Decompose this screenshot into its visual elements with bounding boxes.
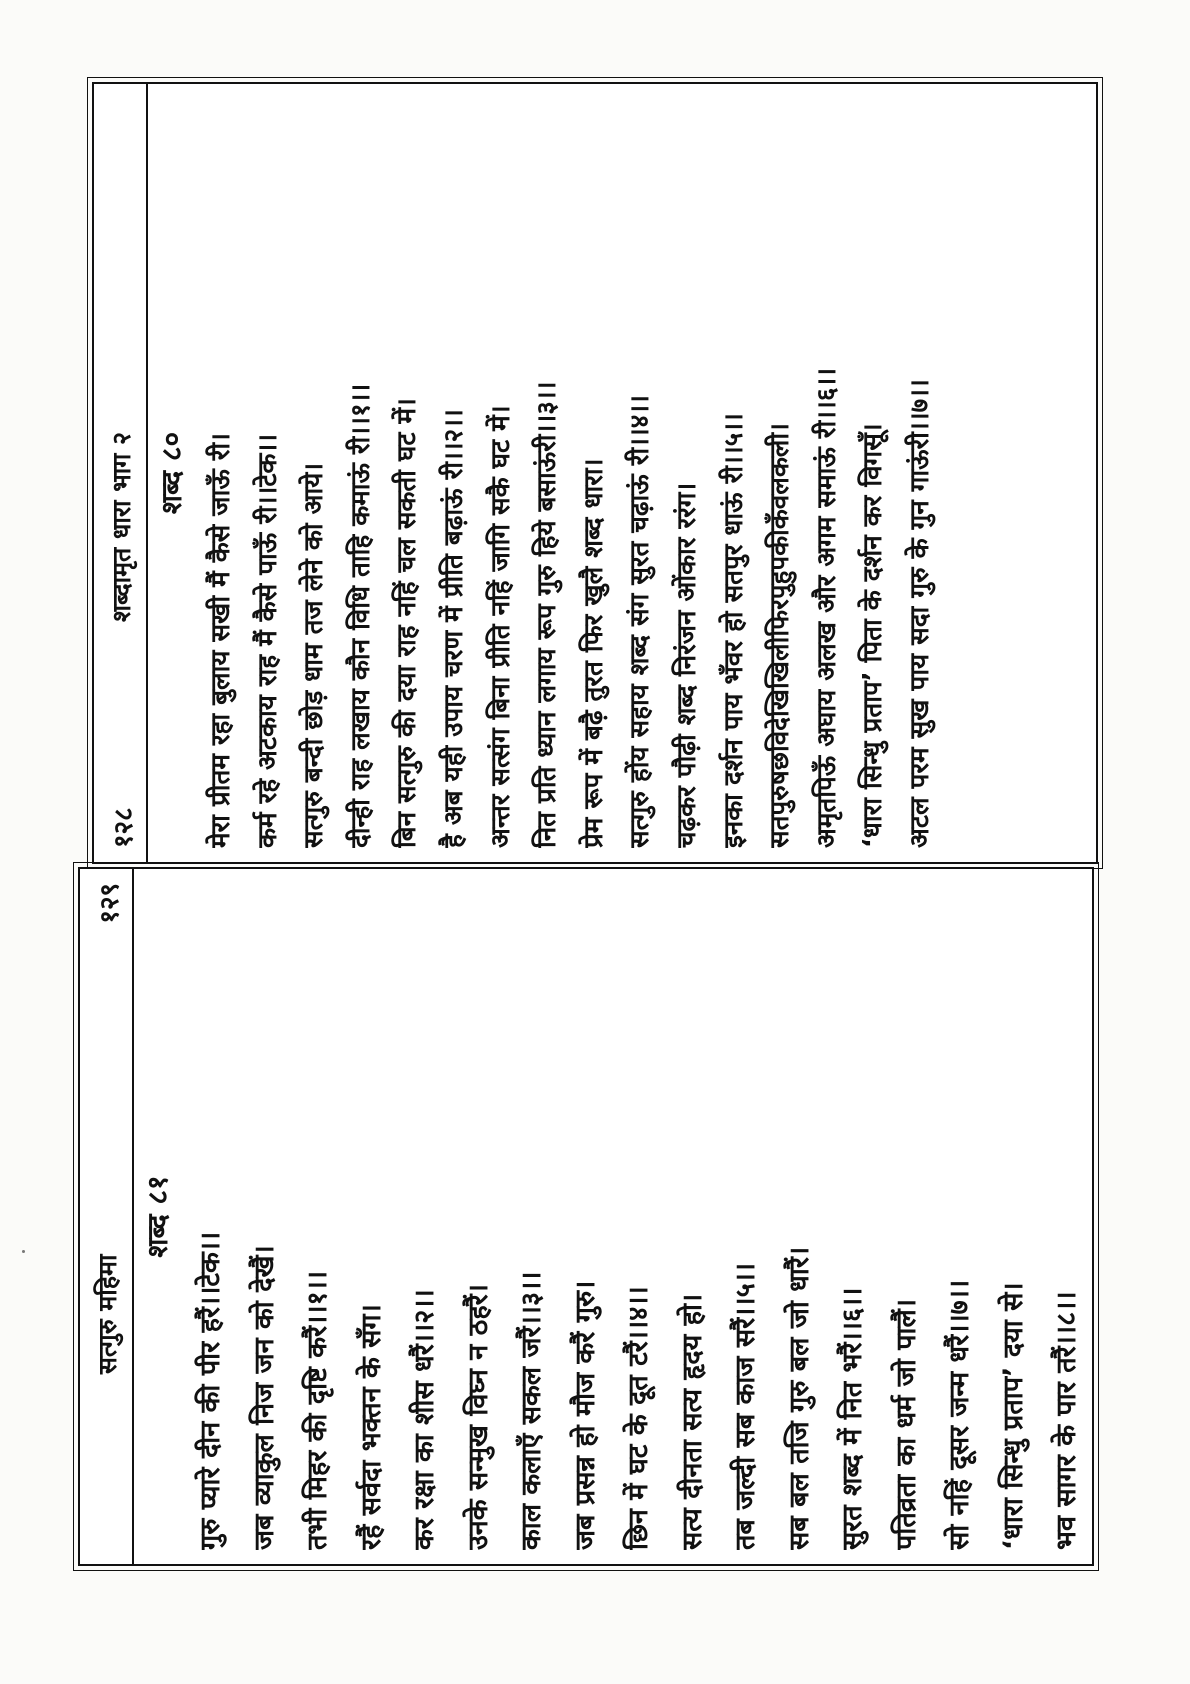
shabd-heading: शब्द ८०	[155, 431, 188, 515]
verse-line: इनका दर्शन पाय भँवर हो सतपुर धाऊं री।।५।।	[718, 413, 749, 848]
verse-line: तब जल्दी सब काज सरैं।।५।।	[730, 1262, 761, 1550]
shabd-heading: शब्द ८१	[141, 1175, 174, 1258]
verse-line: पतिव्रता का धर्म जो पालैं।	[890, 1298, 922, 1550]
verse-line: अटल परम सुख पाय सदा गुरु के गुन गाऊंरी।।७।।	[904, 379, 935, 848]
verse-line: सुरत शब्द में नित भरैं।।६।।	[837, 1287, 868, 1550]
verse-line: नित प्रति ध्यान लगाय रूप गुरु हिये बसाऊंरी।।३।।	[532, 381, 563, 848]
verse-line: दीन्ही राह लखाय कौन विधि ताहि कमाऊं री।।१।।	[345, 383, 376, 848]
page-number: १२८	[109, 807, 139, 848]
verse-line: अमृतपिऊँ अघाय अलख और अगम समाऊं री।।६।।	[811, 367, 842, 848]
page-number: १२९	[95, 883, 125, 924]
running-title: शब्दामृत धारा भाग २	[107, 431, 136, 622]
verse-line: सतपुरुषछविदेखिखिलीफिरपुहुपकीकँवलकली।	[765, 422, 796, 848]
left-page	[92, 82, 1098, 864]
verse-line: प्रेम रूप में बढ़ै तुरत फिर खुलै शब्द धारा।	[578, 458, 609, 848]
verse-line: सब बल तजि गुरु बल जो धारैं।	[783, 1246, 815, 1550]
verse-line: उनके सन्मुख विघ्न न ठहरैं।	[462, 1284, 494, 1550]
verse-list	[198, 96, 944, 848]
verse-line: सत्य दीनता सत्य हृदय हो।	[676, 1293, 708, 1550]
verse-line: सत्गुरु होंय सहाय शब्द संग सुरत चढ़ाऊं री।।४।।	[625, 395, 656, 848]
right-page	[78, 867, 1094, 1566]
verse-line: जब व्याकुल निज जन को देखैं।	[248, 1245, 280, 1550]
verse-line: ‘धारा सिन्धु प्रताप’ दया से।	[997, 1282, 1029, 1550]
verse-line: कर रक्षा का शीस धरैं।।२।।	[409, 1289, 440, 1550]
verse-line: रहैं सर्वदा भक्तन के सँग।	[355, 1304, 387, 1550]
verse-line: बिन सत्गुरु की दया राह नहिं चल सकती घट में।	[392, 398, 423, 848]
verse-line: काल कलाएँ सकल जरैं।।३।।	[516, 1271, 547, 1550]
verse-line: भव सागर के पार तरैं।।८।।	[1051, 1291, 1082, 1550]
verse-line: तभी मिहर की दृष्टि करैं।।१।।	[302, 1270, 333, 1550]
running-title: सत्गुरु महिमा	[93, 1254, 122, 1374]
page-header	[94, 84, 148, 862]
verse-line: है अब यही उपाय चरण में प्रीति बढ़ाऊं री।।२।।	[438, 409, 469, 848]
verse-line: सत्गुरु बन्दी छोड़ धाम तज लेने को आये।	[299, 462, 330, 848]
verse-line: सो नहिं दूसर जन्म धरैं।।७।।	[944, 1279, 975, 1550]
page-header	[80, 869, 134, 1564]
verse-line: कर्म रहे अटकाय राह मैं कैसे पाऊँ री।।टेक।।	[252, 433, 283, 848]
verse-line: जब प्रसन्न हो मौज करैं गुरु।	[569, 1280, 601, 1550]
verse-line: चढ़कर पौढ़ी शब्द निरंजन ओंकार ररंग।	[671, 482, 702, 848]
verse-line: छिन में घट के दूत टरैं।।४।।	[623, 1286, 654, 1550]
verse-list	[184, 881, 1094, 1550]
verse-line: ‘धारा सिन्धु प्रताप’ पिता के दर्शन कर विगसूँ।	[858, 423, 889, 848]
verse-line: मेरा प्रीतम रहा बुलाय सखी मैं कैसे जाऊँ री।	[206, 432, 236, 848]
verse-line: अन्तर सत्संग बिना प्रीति नहिं जागि सकै घट में।	[485, 405, 516, 848]
verse-line: गुरु प्यारे दीन की पीर हरैं।।टेक।।	[195, 1231, 226, 1550]
